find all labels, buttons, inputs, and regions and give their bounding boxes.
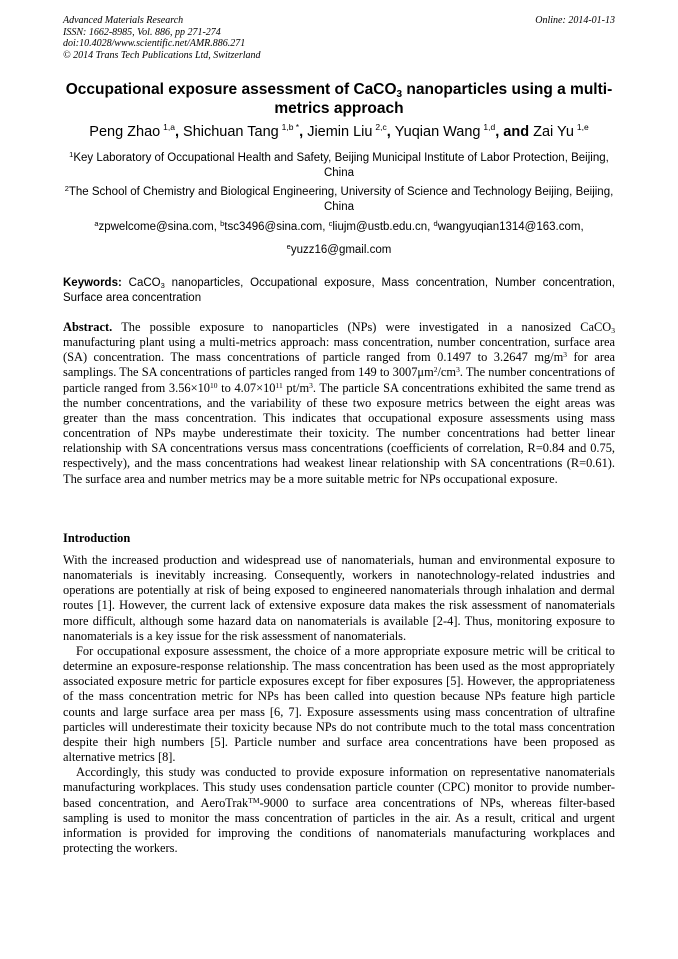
title-text-2: nanoparticles using a multi-metrics approach [274, 81, 613, 117]
email-list-2 [63, 243, 615, 258]
abstract-text: pt/m [282, 380, 310, 395]
affiliation-2 [63, 185, 615, 215]
email-list [63, 220, 615, 235]
trademark-superscript: TM [248, 795, 260, 805]
abstract-superscript: 3 [309, 380, 313, 390]
author-sup: 1,d [483, 122, 496, 132]
abstract-label: Abstract. [63, 320, 113, 334]
email-link[interactable]: tsc3496@sina.com, [224, 221, 329, 233]
doi-line: doi:10.4028/www.scientific.net/AMR.886.271 [63, 38, 246, 49]
author-separator: , [174, 124, 184, 140]
abstract-text: . The particle SA concentrations exhibited the same trend as the number concentrations, and the variability of these two exposure metrics between the eight areas was greater than the mass concentration. This indicates that occupational exposure assessments using mass concentration of NPs maybe underestimate their toxicity. The number concentrations had better linear relationship with SA concentrations versus mass concentrations (coefficients of correlation, R=0.84 and 0.75, respectively), and the mass concentrations had weakest linear relationship with SA concentrations (R=0.61). The surface area and number metrics may be a more suitable metric for NPs occupational exposure. [63, 380, 615, 486]
abstract-superscript: 2 [433, 365, 438, 375]
abstract-subscript: 3 [611, 326, 615, 335]
abstract-superscript: 3 [563, 350, 567, 360]
affiliation-marker: 2 [64, 184, 69, 193]
affiliation-text: Key Laboratory of Occupational Health and Safety, Beijing Municipal Institute of Labor Protection, Beijing, China [73, 152, 609, 179]
intro-text: Accordingly, this study was conducted to provide exposure information on representative nanomaterials manufacturing workplaces. This study uses condensation particle counter (CPC) monitor to provide number-based concentration, and AeroTrak [63, 765, 615, 810]
paper-title [63, 80, 615, 118]
abstract-text: The possible exposure to nanoparticles (NPs) were investigated in a nanosized CaCO [112, 320, 612, 334]
keywords-label: Keywords: [63, 277, 122, 289]
journal-header [63, 15, 463, 61]
abstract-text: /cm [437, 365, 457, 380]
abstract [63, 320, 615, 487]
intro-paragraph-1: With the increased production and widespread use of nanomaterials, human and environmental exposure to nanomaterials is inevitably increasing. Consequently, workers in nanotechnology-related industries and operations are potentially at risk of being exposed to engineered nanomaterials through inhalation and dermal routes [1]. However, the current lack of extensive exposure data makes the risk assessment of nanomaterials more difficult, although some hazard data on nanomaterials is available [2-4]. Thus, monitoring exposure to nanomaterials is a key issue for the risk assessment of nanomaterials. [63, 553, 615, 643]
author-name: Yuqian Wang [394, 124, 481, 140]
email-link[interactable]: zpwelcome@sina.com, [98, 221, 221, 233]
author-name: Zai Yu [533, 124, 574, 140]
online-date: Online: 2014-01-13 [535, 15, 615, 26]
intro-paragraph-2: For occupational exposure assessment, the choice of a more appropriate exposure metric will be critical to determine an exposure-response relationship. The mass concentration has been used as the most appropriately associated exposure metric for particle exposures except for fiber exposures [5]. However, the appropriateness of the mass concentration metric for NPs has been called into question because NPs feature high particle counts and large surface area per mass [6, 7]. Exposure assessments using mass concentration of ultrafine particles will underestimate their toxicity because NPs do not contribute much to the total mass concentration despite their high numbers [5]. Particle number and surface area concentrations have been proposed as alternative metrics [8]. [63, 643, 615, 765]
author-sup: 1,b * [281, 122, 300, 132]
email-marker: c [328, 219, 333, 228]
title-subscript: 3 [396, 89, 403, 100]
title-text-1: Occupational exposure assessment of CaCO [65, 81, 397, 98]
author-name: Shichuan Tang [183, 124, 279, 140]
intro-text: -9000 to surface area concentrations of NPs, whereas filter-based sampling is used to monitor the mass concentration of particles in the air. As a result, critical and urgent information is provided for improving the conditions of nanomaterials manufacturing workplaces and protecting the workers. [63, 795, 615, 855]
author-sup: 1,a [163, 122, 175, 132]
email-marker: b [220, 219, 225, 228]
abstract-superscript: 10 [209, 380, 218, 390]
abstract-text: . The number concentrations of particle ranged from 3.56×10 [63, 365, 615, 395]
keywords [63, 276, 615, 306]
abstract-text: to 4.07×10 [217, 380, 276, 395]
affiliation-text: The School of Chemistry and Biological Engineering, University of Science and Technology Beijing, Beijing, China [68, 186, 614, 213]
intro-paragraph-3 [63, 765, 615, 856]
copyright-line: © 2014 Trans Tech Publications Ltd, Switzerland [63, 49, 261, 61]
author-separator: , [386, 124, 395, 140]
author-name: Peng Zhao [89, 124, 161, 140]
email-marker: d [433, 219, 438, 228]
author-sup: 2,c [375, 122, 387, 132]
email-marker: a [94, 219, 99, 228]
abstract-superscript: 3 [456, 365, 460, 375]
keywords-subscript: 3 [160, 281, 165, 290]
email-marker: e [286, 242, 291, 251]
affiliation-1 [63, 151, 615, 181]
abstract-text: for area samplings. The SA concentrations of particles ranged from 149 to 3007μm [63, 350, 615, 380]
author-sup: 1,e [576, 122, 589, 132]
email-link[interactable]: yuzz16@gmail.com [290, 244, 392, 256]
abstract-superscript: 11 [275, 380, 283, 390]
journal-name: Advanced Materials Research [63, 15, 184, 26]
keywords-text: CaCO [121, 277, 161, 289]
keywords-text: nanoparticles, Occupational exposure, Mass concentration, Number concentration, Surface area concentration [63, 277, 615, 304]
affiliation-marker: 1 [69, 150, 74, 159]
introduction-body [63, 553, 615, 856]
author-separator: , and [495, 124, 534, 140]
abstract-text: manufacturing plant using a multi-metrics approach: mass concentration, number concentration, surface area (SA) concentration. The mass concentrations of particle ranged from 0.1497 to 3.2647 mg/m [63, 335, 615, 365]
issn-line: ISSN: 1662-8985, Vol. 886, pp 271-274 [63, 26, 221, 38]
author-separator: , [299, 124, 308, 140]
email-link[interactable]: wangyuqian1314@163.com, [437, 221, 584, 233]
section-heading-introduction: Introduction [63, 531, 131, 545]
email-link[interactable]: liujm@ustb.edu.cn, [332, 221, 434, 233]
author-name: Jiemin Liu [307, 124, 373, 140]
author-list [40, 123, 638, 141]
